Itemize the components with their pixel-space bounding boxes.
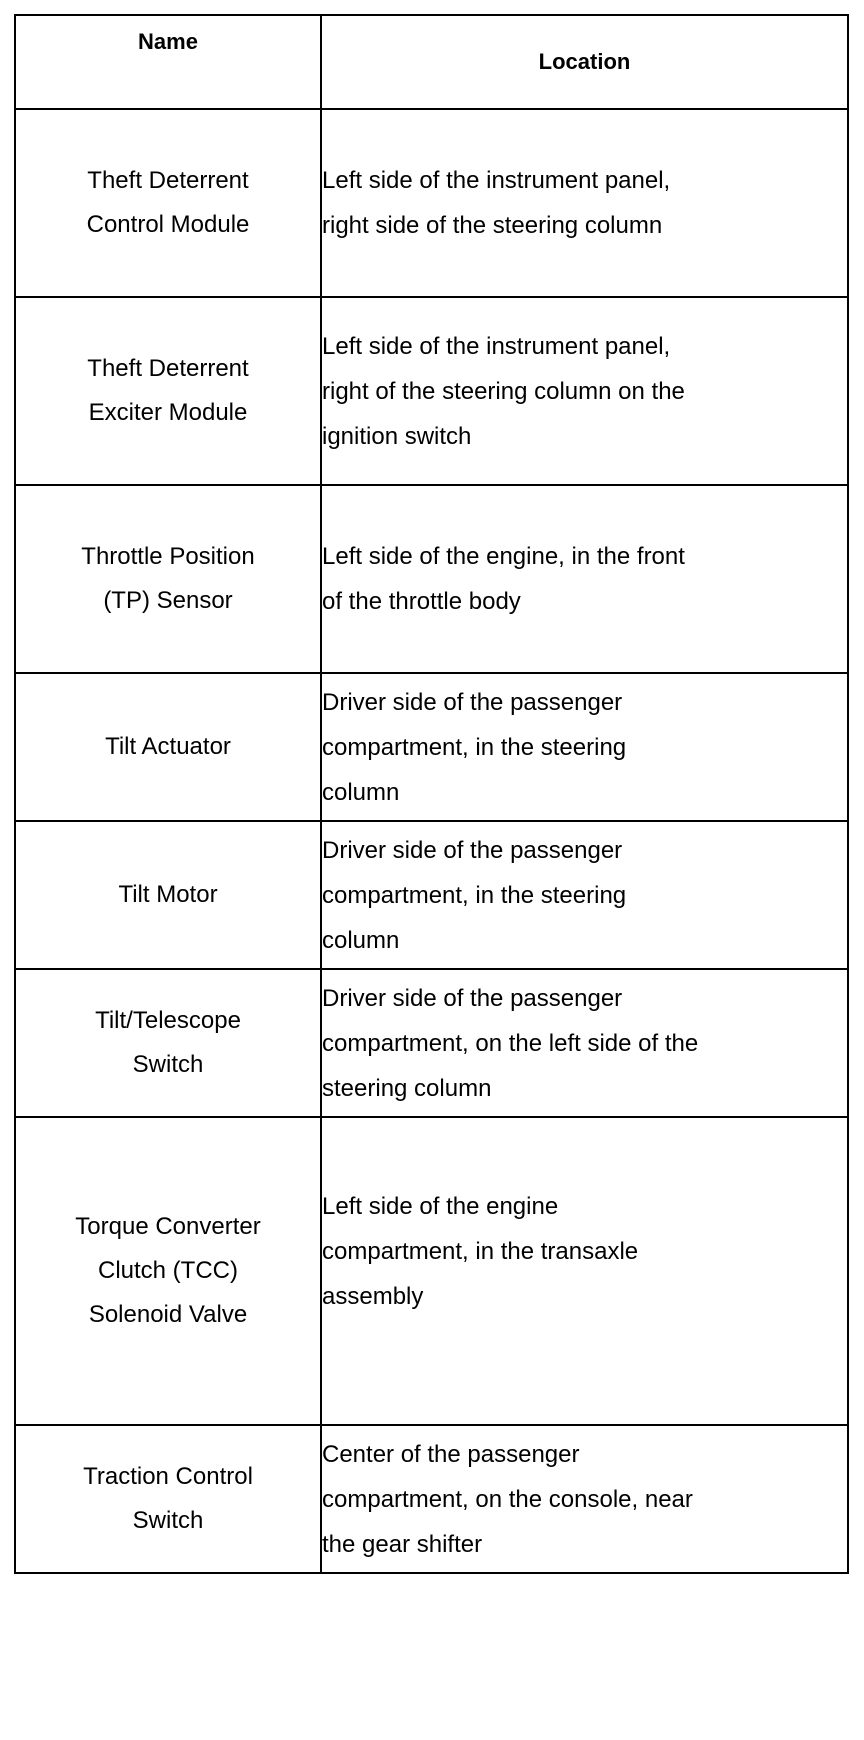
component-name-cell xyxy=(15,297,321,485)
location-line: Driver side of the passenger xyxy=(322,984,623,1012)
location-text xyxy=(322,828,847,963)
table-row xyxy=(15,673,848,821)
location-line: the gear shifter xyxy=(322,1530,483,1558)
location-line: right of the steering column on the xyxy=(322,377,685,405)
component-name-line: Traction Control xyxy=(83,1463,253,1490)
component-location-cell xyxy=(321,969,848,1117)
location-line: column xyxy=(322,926,400,954)
component-name-cell xyxy=(15,1425,321,1573)
location-line: compartment, in the transaxle xyxy=(322,1237,639,1265)
location-line: Left side of the engine, in the front xyxy=(322,543,685,570)
component-name-line: Torque Converter xyxy=(75,1213,261,1240)
name-header-label: Name xyxy=(138,29,198,54)
location-line: Driver side of the passenger xyxy=(322,688,623,716)
location-text xyxy=(322,534,847,624)
location-line: ignition switch xyxy=(322,422,472,450)
location-line: right side of the steering column xyxy=(322,212,663,239)
component-location-table xyxy=(14,14,849,1574)
component-name-line: Switch xyxy=(132,1507,204,1534)
location-line: compartment, in the steering xyxy=(322,881,627,909)
component-name-cell xyxy=(15,109,321,297)
component-location-cell xyxy=(321,673,848,821)
location-text xyxy=(322,680,847,815)
component-name-line: Tilt Actuator xyxy=(105,733,231,760)
component-location-cell xyxy=(321,297,848,485)
table-row xyxy=(15,109,848,297)
component-location-cell xyxy=(321,109,848,297)
component-name-cell xyxy=(15,969,321,1117)
table-row xyxy=(15,821,848,969)
location-line: compartment, on the left side of the xyxy=(322,1029,699,1057)
component-name-line: Clutch (TCC) xyxy=(97,1257,238,1284)
table-row xyxy=(15,1117,848,1425)
component-location-cell xyxy=(321,1117,848,1425)
header-row xyxy=(15,15,848,109)
component-location-cell xyxy=(321,1425,848,1573)
location-text xyxy=(322,976,847,1111)
component-name-cell xyxy=(15,485,321,673)
location-text xyxy=(322,1184,847,1319)
location-line: compartment, in the steering xyxy=(322,733,627,761)
location-header-label: Location xyxy=(538,49,631,74)
location-line: column xyxy=(322,778,400,806)
component-name-line: (TP) Sensor xyxy=(103,587,233,614)
component-name-line: Exciter Module xyxy=(88,399,248,426)
table-row xyxy=(15,969,848,1117)
name-column-header xyxy=(15,15,321,109)
table-row xyxy=(15,1425,848,1573)
component-name-cell xyxy=(15,1117,321,1425)
location-text xyxy=(322,158,847,248)
component-name-line: Control Module xyxy=(86,211,250,238)
component-name-line: Solenoid Valve xyxy=(88,1301,248,1328)
component-name-line: Theft Deterrent xyxy=(87,167,249,194)
location-line: Driver side of the passenger xyxy=(322,836,623,864)
component-name-line: Tilt Motor xyxy=(118,881,218,908)
component-location-cell xyxy=(321,821,848,969)
location-line: Left side of the engine xyxy=(322,1192,559,1220)
location-line: Left side of the instrument panel, xyxy=(322,167,671,194)
location-line: of the throttle body xyxy=(322,588,521,615)
component-name-cell xyxy=(15,821,321,969)
location-column-header xyxy=(321,15,848,109)
location-line: Center of the passenger xyxy=(322,1440,580,1468)
location-line: compartment, on the console, near xyxy=(322,1485,693,1513)
location-text xyxy=(322,1432,847,1567)
table-row xyxy=(15,485,848,673)
table-body xyxy=(15,109,848,1573)
component-name-line: Switch xyxy=(132,1051,204,1078)
component-name-line: Throttle Position xyxy=(81,543,255,570)
location-line: assembly xyxy=(322,1282,424,1310)
component-location-cell xyxy=(321,485,848,673)
table-row xyxy=(15,297,848,485)
component-name-line: Theft Deterrent xyxy=(87,355,249,382)
location-line: Left side of the instrument panel, xyxy=(322,332,671,360)
location-text xyxy=(322,324,847,459)
component-name-cell xyxy=(15,673,321,821)
component-name-line: Tilt/Telescope xyxy=(95,1007,241,1034)
location-line: steering column xyxy=(322,1074,492,1102)
